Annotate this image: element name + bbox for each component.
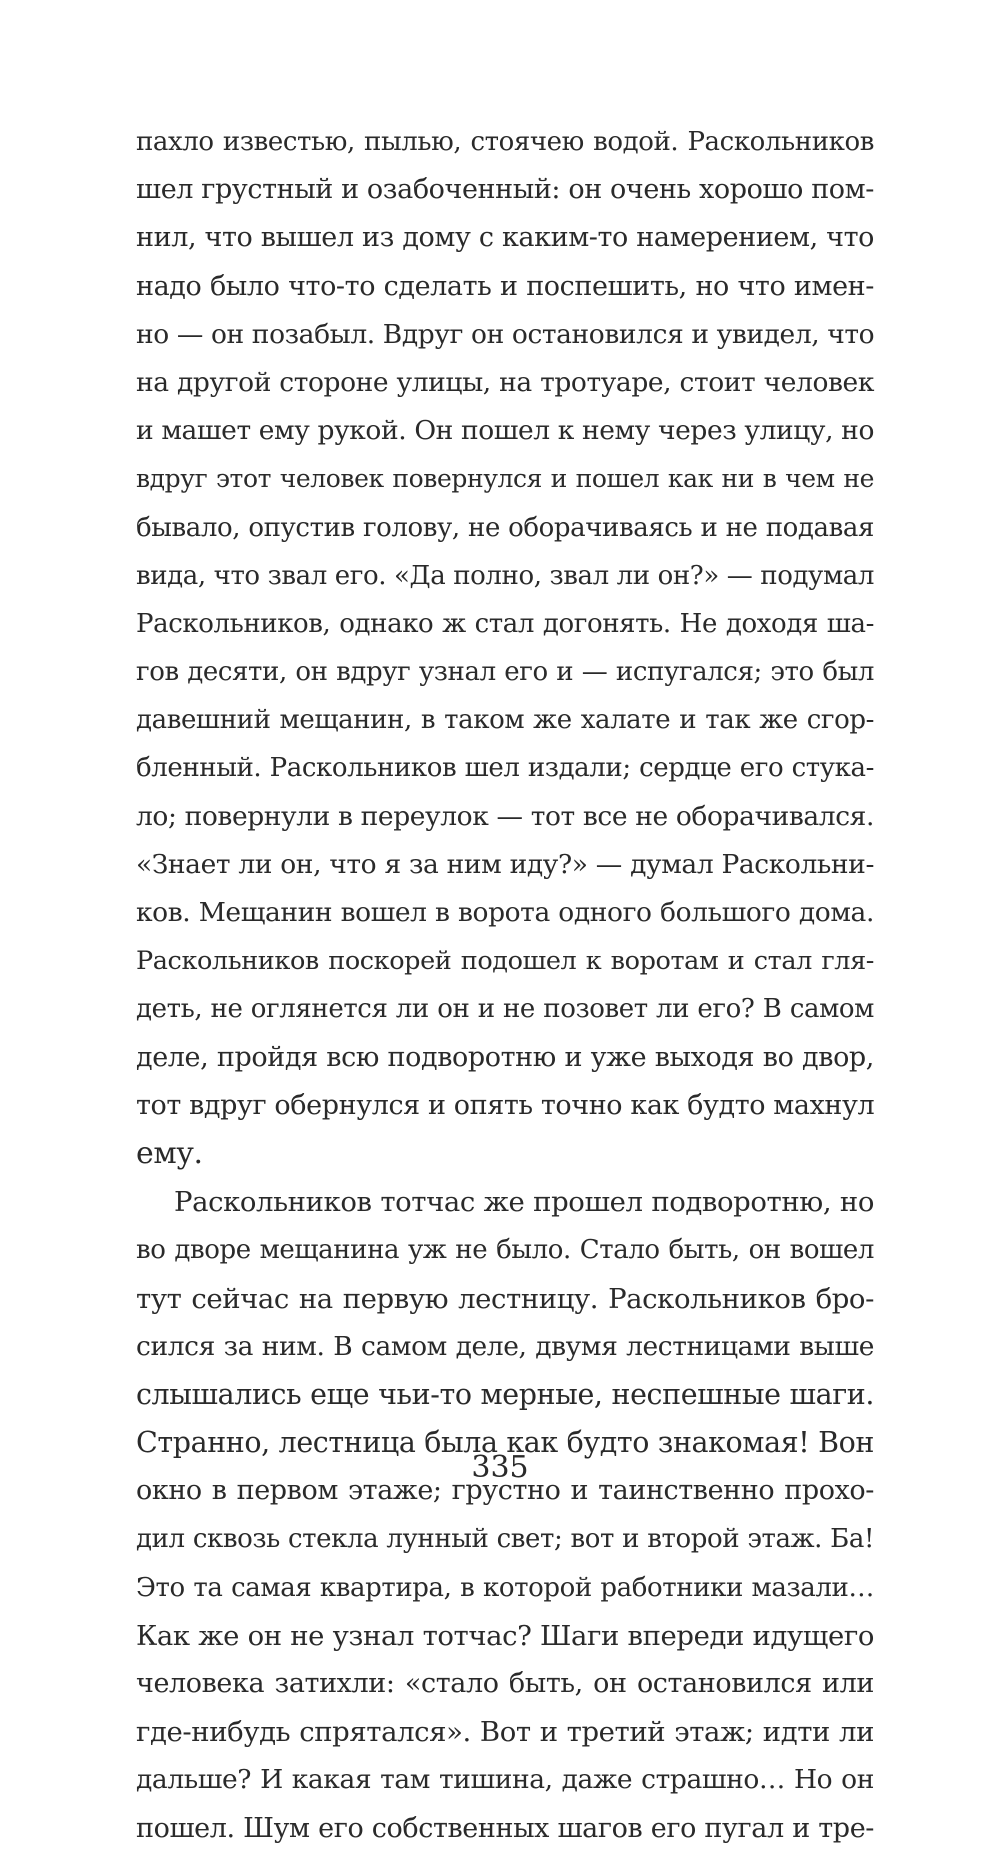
text-line: Раскольников поскорей подошел к воротам и стал гля-: [136, 946, 874, 977]
text-line: сился за ним. В самом деле, двумя лестницами выше: [136, 1330, 874, 1362]
text-line: бленный. Раскольников шел издали; сердце его стука-: [136, 753, 874, 784]
text-line: Странно, лестница была как будто знакомая! Вон: [136, 1426, 874, 1460]
text-line: гов десяти, он вдруг узнал его и — испугался; это был: [136, 657, 874, 688]
text-line: ло; повернули в переулок — тот все не оборачивался.: [136, 800, 874, 832]
text-line: окно в первом этаже; грустно и таинственно прохо-: [136, 1475, 874, 1507]
paragraph-1: [136, 118, 874, 1178]
text-line: Раскольников, однако ж стал догонять. Не доходя ша-: [136, 608, 874, 639]
text-line: ему.: [136, 1135, 203, 1171]
page-number: 335: [471, 1450, 529, 1485]
text-line: где-нибудь спрятался». Вот и третий этаж; идти ли: [136, 1716, 874, 1749]
text-line: деть, не оглянется ли он и не позовет ли его? В самом: [136, 994, 874, 1025]
text-line: Как же он не узнал тотчас? Шаги впереди идущего: [136, 1619, 874, 1652]
text-line: дальше? И какая там тишина, даже страшно… Но он: [136, 1764, 874, 1796]
text-line: шел грустный и озабоченный: он очень хорошо пом-: [136, 174, 874, 206]
text-line: тут сейчас на первую лестницу. Раскольников бро-: [136, 1282, 874, 1315]
text-line: вдруг этот человек повернулся и пошел как ни в чем не: [136, 464, 874, 494]
text-line: слышались еще чьи-то мерные, неспешные шаги.: [136, 1377, 874, 1411]
text-line: «Знает ли он, что я за ним иду?» — думал Раскольни-: [136, 848, 874, 880]
text-line: ков. Мещанин вошел в ворота одного большого дома.: [136, 897, 874, 928]
text-line: тот вдруг обернулся и опять точно как будто махнул: [136, 1089, 875, 1121]
text-line: Раскольников тотчас же прошел подворотню, но: [174, 1186, 874, 1219]
paragraph-2: [136, 1178, 874, 1853]
text-line: во дворе мещанина уж не было. Стало быть, он вошел: [136, 1235, 874, 1266]
text-line: бывало, опустив голову, не оборачиваясь и не подавая: [136, 512, 874, 543]
text-line: на другой стороне улицы, на тротуаре, стоит человек: [136, 366, 874, 398]
text-line: человека затихли: «стало быть, он остановился или: [136, 1668, 874, 1699]
text-line: надо было что-то сделать и поспешить, но что имен-: [136, 270, 874, 302]
text-line: и машет ему рукой. Он пошел к нему через улицу, но: [136, 415, 874, 447]
text-line: деле, пройдя всю подворотню и уже выходя во двор,: [136, 1041, 874, 1073]
text-line: давешний мещанин, в таком же халате и так же сгор-: [136, 705, 874, 736]
text-line: но — он позабыл. Вдруг он остановился и увидел, что: [136, 318, 875, 350]
text-line: вида, что звал его. «Да полно, звал ли он?» — подумал: [136, 560, 874, 591]
text-line: пошел. Шум его собственных шагов его пугал и тре-: [136, 1812, 874, 1844]
body-text: [136, 118, 874, 1853]
text-line: Это та самая квартира, в которой работники мазали…: [136, 1572, 874, 1603]
text-line: дил сквозь стекла лунный свет; вот и второй этаж. Ба!: [136, 1524, 874, 1555]
text-line: нил, что вышел из дому с каким-то намерением, что: [136, 222, 874, 254]
text-line: пахло известью, пылью, стоячею водой. Раскольников: [136, 127, 874, 157]
